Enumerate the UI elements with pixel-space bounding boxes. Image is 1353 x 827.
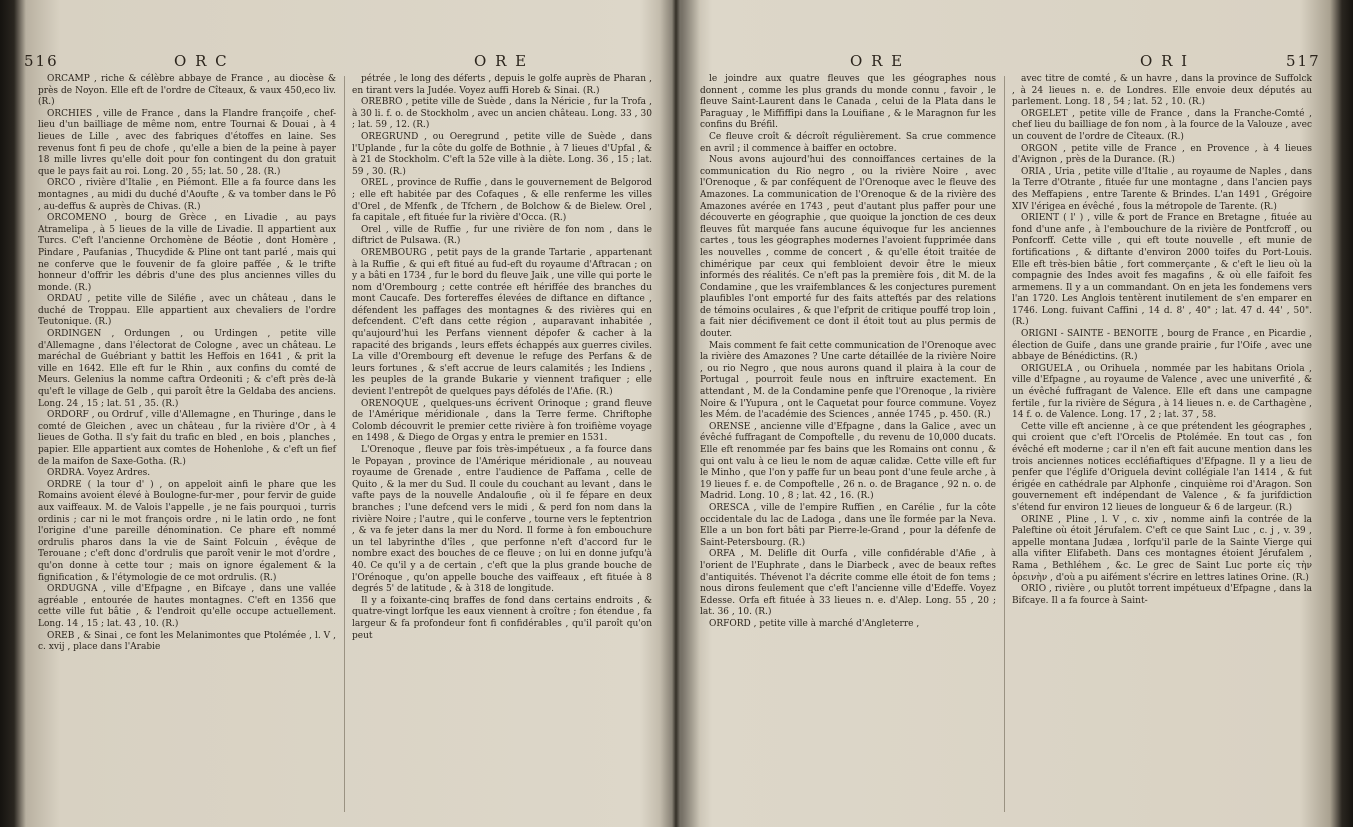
entry-paragraph: ORDORF , ou Ordruf , ville d'Allemagne , en Thuringe , dans le comté de Gleichen , avec un château , fur la rivière d'Or , à 4 lieues de Gotha. Il s'y fait du trafic en bled , en bois , planches , papier. Elle appartient aux comtes de Hohenlohe , & c'eft un fief de la maifon de Saxe-Gotha. (R.) — [38, 410, 336, 467]
right-page-number: 517 — [1286, 52, 1321, 70]
entry-paragraph: ORIA , Uria , petite ville d'Italie , au royaume de Naples , dans la Terre d'Otrante , fituée fur une montagne , dans l'ancien pays des Meffapiens , entre Tarente & Brindes. L'an 1491 , Grégoire XIV l'érigea en évêché , fous la métropole de Tarente. (R.) — [1012, 166, 1312, 212]
entry-paragraph: Ce fleuve croît & décroît régulièrement. Sa crue commence en avril ; il commence à baiffer en octobre. — [700, 131, 996, 154]
left-page-header — [24, 52, 664, 72]
right-column-1 — [700, 74, 996, 814]
entry-paragraph: ORCOMENO , bourg de Grèce , en Livadie , au pays Atramelipa , à 5 lieues de la ville de Livadie. Il appartient aux Turcs. C'eft l'ancienne Orchomène de Béotie , dont Homère , Pindare , Paufanias , Thucydide & Pline ont tant parlé , mais qui ne conferve que le fouvenir de fa gloire paffée , & le trifte honneur d'offrir les débris d'une des plus anciennes villes du monde. (R.) — [38, 213, 336, 293]
entry-paragraph: ORENSE , ancienne ville d'Efpagne , dans la Galice , avec un évêché fuffragant de Compoftelle , du revenu de 10,000 ducats. Elle eft renommée par fes bains que les Romains ont connu , & qui ont valu à ce lieu le nom de aquæ calidæ. Cette ville eft fur le Minho , que l'on y paffe fur un beau pont d'une feule arche , à 19 lieues f. e. de Compoftelle , 26 n. o. de Bragance , 92 n. o. de Madrid. Long. 10 , 8 ; lat. 42 , 16. (R.) — [700, 421, 996, 502]
entry-paragraph: OREBRO , petite ville de Suède , dans la Néricie , fur la Trofa , à 30 li. f. o. de Stockholm , avec un ancien château. Long. 33 , 30 ; lat. 59 , 12. (R.) — [352, 97, 652, 131]
entry-paragraph: ORCHIES , ville de France , dans la Flandre françoife , chef-lieu d'un bailliage de même nom, entre Tournai & Douai , à 4 lieues de Lille , avec des fabriques d'étoffes en laine. Ses revenus font fi peu de chofe , qu'elle a bien de la peine à payer 18 mille livres qu'elle doit pour fon contingent du don gratuit que le pays fait au roi. Long. 20 , 55; lat. 50 , 28. (R.) — [38, 108, 336, 177]
entry-paragraph: ORDRA. Voyez Ardres. — [47, 468, 151, 479]
entry-paragraph: ORCO , rivière d'Italie , en Piémont. Elle a fa fource dans les montagnes , au midi du duché d'Aoufte , & va tomber dans le Pô , au-deffus & auprès de Chivas. (R.) — [38, 178, 336, 212]
entry-paragraph: Nous avons aujourd'hui des connoiffances certaines de la communication du Rio negro , ou la rivière Noire , avec l'Orenoque , & par conféquent de l'Orenoque avec le fleuve des Amazones. La communication de l'Orenoque & de la rivière des Amazones avérée en 1743 , peut d'autant plus paffer pour une découverte en géographie , que quoique la jonction de ces deux fleuves fût marquée fans aucune équivoque fur les anciennes cartes , tous les géographes modernes l'avoient fupprimée dans les nouvelles , comme de concert , & qu'elle étoit traitée de chimérique par ceux qui fembloient devoir être le mieux informés des réalités. Ce n'eft pas la première fois , dit M. de la Condamine , que les vraifemblances & les conjectures purement plaufibles l'ont emporté fur des faits atteftés par des relations de témoins oculaires , & que l'efprit de critique pouffé trop loin , a fait nier décifivement ce dont il étoit tout au plus permis de douter. — [700, 155, 996, 340]
left-page-number: 516 — [24, 52, 59, 70]
entry-paragraph: ORDAU , petite ville de Siléfie , avec un château , dans le duché de Troppau. Elle appartient aux chevaliers de l'ordre Teutonique. (R.) — [38, 294, 336, 328]
entry-paragraph: ORDRE ( la tour d' ) , on appeloit ainfi le phare que les Romains avoient élevé à Boulogne-fur-mer , pour fervir de guide aux vaiffeaux. M. de Valois l'appelle , je ne fais pourquoi , turris ordinis ; car ni le mot françois ordre , ni le latin ordo , ne font l'origine d'une pareille dénomination. Ce phare eft nommé ordrulis pharos dans la vie de Saint Folcuin , évêque de Terouane ; c'eft donc d'ordrulis que paroît venir le mot d'ordre , qu'on donne à cette tour ; mais on ignore également & la fignification , & l'étymologie de ce mot ordrulis. (R.) — [38, 479, 336, 583]
right-running-head-right: O R I — [1140, 52, 1190, 70]
right-page-columns — [700, 74, 1328, 814]
entry-paragraph: OREB , & Sinai , ce font les Melanimontes que Ptolémée , l. V , c. xvij , place dans l'Arabie — [38, 630, 336, 653]
left-page — [24, 52, 664, 814]
entry-paragraph: ORDUGNA , ville d'Efpagne , en Bifcaye , dans une vallée agréable , entourée de hautes montagnes. C'eft en 1356 que cette ville fut bâtie , & l'endroit qu'elle occupe actuellement. Long. 14 , 15 ; lat. 43 , 10. (R.) — [38, 584, 336, 629]
entry-paragraph: ORCAMP , riche & célèbre abbaye de France , au diocèse & près de Noyon. Elle eft de l'ordre de Cîteaux, & vaux 450,eco liv. (R.) — [38, 74, 336, 108]
entry-paragraph: ORFORD , petite ville à marché d'Angleterre , — [709, 618, 920, 629]
entry-paragraph: ORGELET , petite ville de France , dans la Franche-Comté , chef lieu du bailliage de fon nom , à la fource de la Valouze , avec un couvent de l'ordre de Cîteaux. (R.) — [1012, 108, 1312, 142]
left-column-2 — [352, 74, 652, 814]
right-page — [700, 52, 1328, 814]
entry-paragraph: ORENOQUE , quelques-uns écrivent Orinoque ; grand fleuve de l'Amérique méridionale , dans la Terre ferme. Chriftophe Colomb découvrit le premier cette rivière à fon troifième voyage en 1498 , & Diego de Orgas y entra le premier en 1531. — [352, 398, 652, 444]
entry-paragraph: Il y a foixante-cinq braffes de fond dans certains endroits , & quatre-vingt lorfque les eaux viennent à croître ; fon étendue , fa largeur & fa profondeur font fi confidérables , qu'il paroît qu'on peut — [352, 595, 652, 641]
entry-paragraph: OREL , province de Ruffie , dans le gouvernement de Belgorod ; elle eft habitée par des Cofaques , & elle renferme les villes d'Orel , de Mfenfk , de Tfchern , de Bolchow & de Bielew. Orel , fa capitale , eft fituée fur la rivière d'Occa. (R.) — [352, 178, 652, 224]
entry-paragraph: avec titre de comté , & un havre , dans la province de Suffolck , à 24 lieues n. e. de Londres. Elle envoie deux députés au parlement. Long. 18 , 54 ; lat. 52 , 10. (R.) — [1012, 74, 1312, 108]
entry-paragraph: ORIENT ( l' ) , ville & port de France en Bretagne , fituée au fond d'une anfe , à l'embouchure de la rivière de Pontfcroff , ou Ponfcorff. Cette ville , qui eft toute nouvelle , eft munie de fortifications , & diftante d'environ 2000 toifes du Port-Louis. Elle eft très-bien bâtie , fort commerçante , & c'eft le lieu où la compagnie des Indes avoit fes magafins , & où elle faifoit fes armemens. Il y a un commandant. On en jeta les fondemens vers l'an 1720. Les Anglois tentèrent inutilement de s'en emparer en 1746. Long. fuivant Caffini , 14 d. 8' , 40" ; lat. 47 d. 44' , 50". (R.) — [1012, 213, 1312, 328]
entry-paragraph: Mais comment fe fait cette communication de l'Orenoque avec la rivière des Amazones ? Une carte détaillée de la rivière Noire , ou rio Negro , que nous aurons quand il plaira à la cour de Portugal , pourroit feule nous en inftruire exactement. En attendant , M. de la Condamine penfe que l'Orenoque , la rivière Noire & l'Yupura , ont le Caquetat pour fource commune. Voyez les Mém. de l'académie des Sciences , année 1745 , p. 450. (R.) — [700, 340, 996, 421]
right-page-header — [700, 52, 1328, 72]
entry-paragraph: le joindre aux quatre fleuves que les géographes nous donnent , comme les plus grands du monde connu , favoir , le fleuve Saint-Laurent dans le Canada , celui de la Plata dans le Paraguay , le Miffiffipi dans la Louifiane , & le Maragnon fur les confins du Bréfil. — [700, 74, 996, 131]
entry-paragraph: ORGON , petite ville de France , en Provence , à 4 lieues d'Avignon , près de la Durance. (R.) — [1012, 143, 1312, 166]
entry-paragraph: ORESCA , ville de l'empire Ruffien , en Carélie , fur la côte occidentale du lac de Ladoga , dans une île formée par la Neva. Elle a un bon fort bâti par Pierre-le-Grand , pour la défenfe de Saint-Petersbourg. (R.) — [700, 502, 996, 548]
column-divider — [344, 76, 345, 812]
entry-paragraph: L'Orenoque , fleuve par fois très-impétueux , a fa fource dans le Popayan , province de l'Amérique méridionale , au nouveau royaume de Grenade , entre l'audience de Paffama , celle de Quito , & la mer du Sud. Il coule du couchant au levant , dans le vafte pays de la nouvelle Andaloufie , où il fe fépare en deux branches ; l'une defcend vers le midi , & perd fon nom dans la rivière Noire ; l'autre , qui le conferve , tourne vers le feptentrion , & va fe jeter dans la mer du Nord. Il forme à fon embouchure un tel labyrinthe d'îles , que perfonne n'eft d'accord fur le nombre exact des bouches de ce fleuve ; on lui en donne jufqu'à 40. Ce qu'il y a de certain , c'eft que la plus grande bouche de l'Orénoque , qu'on appelle bouche des vaiffeaux , eft fituée à 8 degrés 5' de latitude , & à 318 de longitude. — [352, 445, 652, 595]
entry-paragraph: OREGRUND , ou Oeregrund , petite ville de Suède , dans l'Uplande , fur la côte du golfe de Bothnie , à 7 lieues d'Upfal , & à 21 de Stockholm. C'eft la 52e ville à la diète. Long. 36 , 15 ; lat. 59 , 30. (R.) — [352, 131, 652, 177]
right-column-2 — [1012, 74, 1312, 814]
left-running-head-right: O R E — [474, 52, 529, 70]
entry-paragraph: OREMBOURG , petit pays de la grande Tartarie , appartenant à la Ruffie , & qui eft fitué au fud-eft du royaume d'Aftracan ; on y a bâti en 1734 , fur le bord du fleuve Jaik , une ville qui porte le nom d'Orembourg ; cette contrée eft hériffée des branches du mont Caucafe. Des fortereffes élevées de diftance en diftance , défendent les paffages des montagnes & des rivières qui en defcendent. C'eft dans cette région , auparavant inhabitée , qu'aujourd'hui les Perfans viennent dépofer & cacher à la rapacité des brigands , leurs effets échappés aux guerres civiles. La ville d'Orembourg eft devenue le refuge des Perfans & de leurs fortunes , & s'eft accrue de leurs calamités ; les Indiens , les peuples de la grande Bukarie y viennent trafiquer ; elle devient l'entrepôt de quelques pays défolés de l'Afie. (R.) — [352, 247, 652, 398]
entry-paragraph: ORIO , rivière , ou plutôt torrent impétueux d'Efpagne , dans la Bifcaye. Il a fa fource à Saint- — [1012, 584, 1312, 606]
entry-paragraph: ORIGUELA , ou Orihuela , nommée par les habitans Oriola , ville d'Efpagne , au royaume de Valence , avec une univerfité , & un évêché fuffragant de Valence. Elle eft dans une campagne fertile , fur la rivière de Ségura , à 14 lieues n. e. de Carthagène , 14 f. o. de Valence. Long. 17 , 2 ; lat. 37 , 58. — [1012, 363, 1312, 421]
book-gutter — [660, 0, 700, 827]
entry-paragraph: pétrée , le long des déferts , depuis le golfe auprès de Pharan , en tirant vers la Judée. Voyez auffi Horeb & Sinai. (R.) — [352, 74, 652, 96]
left-running-head-left: O R C — [174, 52, 229, 70]
left-page-columns — [24, 74, 664, 814]
entry-paragraph: ORFA , M. Delifle dit Ourfa , ville confidérable d'Afie , à l'orient de l'Euphrate , dans le Diarbeck , avec de beaux reftes d'antiquités. Thévenot l'a décrite comme elle étoit de fon tems ; nous dirons feulement que c'eft l'ancienne ville d'Edeffe. Voyez Edesse. Orfa eft fituée à 33 lieues n. e. d'Alep. Long. 55 , 20 ; lat. 36 , 10. (R.) — [700, 549, 996, 618]
entry-paragraph: Orel , ville de Ruffie , fur une rivière de fon nom , dans le diftrict de Pulsawa. (R.) — [352, 224, 652, 247]
column-divider — [1004, 76, 1005, 812]
entry-paragraph: ORINE , Pline , l. V , c. xiv , nomme ainfi la contrée de la Paleftine où étoit Jérufalem. C'eft ce que Saint Luc , c. j , v. 39 , appelle montana Judæa , lorfqu'il parle de la Sainte Vierge qui alla vifiter Elifabeth. Dans ces montagnes étoient Jérufalem , Rama , Bethléhem , &c. Le grec de Saint Luc porte εἰς τὴν ὀρεινὴν , d'où a pu aifément s'écrire en lettres latines Orine. (R.) — [1012, 514, 1312, 583]
entry-paragraph: Cette ville eft ancienne , à ce que prétendent les géographes , qui croient que c'eft l'Orcelis de Ptolémée. En tout cas , fon évêché eft moderne ; car il n'en eft fait aucune mention dans les trois anciennes notices eccléfiaftiques d'Efpagne. Il y a lieu de penfer que l'églife d'Origuela devint collégiale l'an 1414 , & fut érigée en cathédrale par Alphonfe , cinquième roi d'Aragon. Son gouvernement eft indépendant de Valence , & fa jurifdiction s'étend fur environ 12 lieues de longueur & 6 de largeur. (R.) — [1012, 421, 1312, 513]
entry-paragraph: ORIGNI - SAINTE - BENOITE , bourg de France , en Picardie , élection de Guife , dans une grande prairie , fur l'Oife , avec une abbaye de Bénédictins. (R.) — [1012, 329, 1312, 363]
right-running-head-left: O R E — [850, 52, 905, 70]
entry-paragraph: ORDINGEN , Ordungen , ou Urdingen , petite ville d'Allemagne , dans l'électorat de Cologne , avec un château. Le maréchal de Guébriant y battit les Heffois en 1641 , & prit la ville en 1642. Elle eft fur le Rhin , aux confins du comté de Meurs. Gelenius la nomme caftra Ordeoniti ; & c'eft près de-là qu'eft le village de Gelb , qui paroît être la Geldaba des anciens. Long. 24 , 15 ; lat. 51 , 35. (R.) — [38, 329, 336, 409]
left-column-1 — [38, 74, 336, 814]
